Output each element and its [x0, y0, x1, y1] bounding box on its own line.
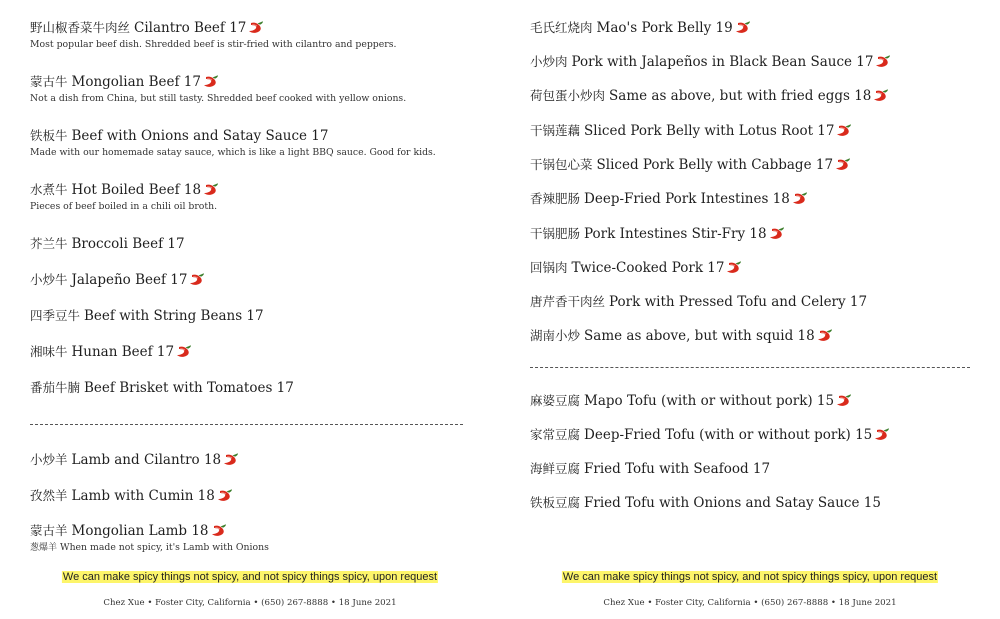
menu-item [530, 19, 753, 37]
section-divider [30, 424, 463, 425]
dish-name: Same as above, but with squid 18 [584, 328, 815, 344]
menu-item [530, 122, 854, 140]
dish-chinese-name: 香辣肥肠 [530, 191, 581, 206]
contact-line: Chez Xue • Foster City, California • (650) 267-8888 • 18 June 2021 [103, 598, 397, 608]
dish-name: Same as above, but with fried eggs 18 [609, 88, 872, 104]
contact-line: Chez Xue • Foster City, California • (650) 267-8888 • 18 June 2021 [603, 598, 897, 608]
chili-pepper-icon [726, 260, 744, 274]
dish-name: Mao's Pork Belly 19 [596, 20, 733, 36]
chili-pepper-icon [875, 54, 893, 68]
dish-description: Not a dish from China, but still tasty. Shredded beef cooked with yellow onions. [30, 93, 407, 104]
dish-name: Hot Boiled Beef 18 [71, 182, 202, 198]
dish-name: Beef with Onions and Satay Sauce 17 [71, 128, 329, 144]
dish-description: Made with our homemade satay sauce, which is like a light BBQ sauce. Good for kids. [30, 147, 436, 158]
menu-item [530, 156, 853, 174]
menu-item [30, 343, 194, 361]
menu-item [530, 327, 835, 345]
menu-item [530, 225, 787, 243]
chili-pepper-icon [176, 344, 194, 358]
dish-chinese-name: 小炒羊 [30, 452, 68, 467]
dish-description-chinese: 葱爆羊 [30, 543, 58, 553]
dish-name: Deep-Fried Tofu (with or without pork) 15 [584, 427, 873, 443]
menu-item [530, 190, 810, 208]
dish-name: Lamb and Cilantro 18 [71, 452, 222, 468]
dish-chinese-name: 毛氏红烧肉 [530, 20, 593, 35]
dish-chinese-name: 干锅莲藕 [530, 123, 581, 138]
chili-pepper-icon [211, 523, 229, 537]
dish-name: Deep-Fried Pork Intestines 18 [584, 191, 790, 207]
dish-description: Pieces of beef boiled in a chili oil broth. [30, 201, 218, 212]
dish-name: Mongolian Beef 17 [71, 74, 201, 90]
dish-name: Mapo Tofu (with or without pork) 15 [584, 393, 835, 409]
dish-chinese-name: 小炒肉 [530, 54, 568, 69]
dish-chinese-name: 湖南小炒 [530, 328, 581, 343]
chili-pepper-icon [217, 488, 235, 502]
dish-chinese-name: 水煮牛 [30, 182, 68, 197]
chili-pepper-icon [248, 20, 266, 34]
dish-chinese-name: 芥兰牛 [30, 236, 68, 251]
menu-item [30, 307, 264, 325]
dish-chinese-name: 荷包蛋小炒肉 [530, 88, 606, 103]
menu-item [30, 235, 185, 253]
dish-name: Fried Tofu with Seafood 17 [584, 461, 771, 477]
menu-item [530, 53, 893, 71]
menu-item [30, 181, 221, 213]
menu-item [530, 426, 892, 444]
dish-description: Most popular beef dish. Shredded beef is stir-fried with cilantro and peppers. [30, 39, 397, 50]
chili-pepper-icon [203, 74, 221, 88]
dish-chinese-name: 湘味牛 [30, 344, 68, 359]
dish-chinese-name: 蒙古羊 [30, 523, 68, 538]
chili-pepper-icon [836, 393, 854, 407]
menu-item [30, 19, 396, 51]
menu-item [530, 392, 854, 410]
spice-notice: We can make spicy things not spicy, and not spicy things spicy, upon request [62, 571, 438, 583]
chili-pepper-icon [817, 328, 835, 342]
dish-chinese-name: 家常豆腐 [530, 427, 581, 442]
dish-chinese-name: 小炒牛 [30, 272, 68, 287]
dish-name: Sliced Pork Belly with Cabbage 17 [596, 157, 834, 173]
dish-description: When made not spicy, it's Lamb with Onions [60, 542, 269, 553]
menu-item [530, 259, 744, 277]
dish-chinese-name: 番茄牛腩 [30, 380, 81, 395]
chili-pepper-icon [769, 226, 787, 240]
dish-name: Lamb with Cumin 18 [71, 488, 215, 504]
menu-item [530, 460, 770, 478]
menu-item [30, 271, 207, 289]
chili-pepper-icon [189, 272, 207, 286]
chili-pepper-icon [223, 452, 241, 466]
spice-notice: We can make spicy things not spicy, and not spicy things spicy, upon request [562, 571, 938, 583]
chili-pepper-icon [835, 157, 853, 171]
menu-item [530, 494, 881, 512]
menu-item [30, 73, 406, 105]
dish-name: Mongolian Lamb 18 [71, 523, 209, 539]
section-divider [530, 367, 970, 368]
dish-chinese-name: 野山椒香菜牛肉丝 [30, 20, 131, 35]
dish-name: Sliced Pork Belly with Lotus Root 17 [584, 123, 835, 139]
menu-item [30, 522, 269, 554]
chili-pepper-icon [203, 182, 221, 196]
dish-name: Broccoli Beef 17 [71, 236, 185, 252]
dish-chinese-name: 回锅肉 [530, 260, 568, 275]
dish-name: Cilantro Beef 17 [134, 20, 247, 36]
dish-name: Pork Intestines Stir-Fry 18 [584, 226, 767, 242]
dish-chinese-name: 孜然羊 [30, 488, 68, 503]
dish-chinese-name: 麻婆豆腐 [530, 393, 581, 408]
dish-chinese-name: 铁板豆腐 [530, 495, 581, 510]
dish-name: Pork with Jalapeños in Black Bean Sauce 17 [571, 54, 874, 70]
dish-name: Jalapeño Beef 17 [71, 272, 188, 288]
dish-name: Beef with String Beans 17 [84, 308, 264, 324]
dish-chinese-name: 干锅包心菜 [530, 157, 593, 172]
dish-chinese-name: 唐芹香干肉丝 [530, 294, 606, 309]
chili-pepper-icon [873, 88, 891, 102]
menu-item [30, 127, 436, 159]
dish-name: Pork with Pressed Tofu and Celery 17 [609, 294, 868, 310]
dish-chinese-name: 蒙古牛 [30, 74, 68, 89]
dish-name: Beef Brisket with Tomatoes 17 [84, 380, 294, 396]
chili-pepper-icon [874, 427, 892, 441]
menu-item [530, 293, 867, 311]
chili-pepper-icon [836, 123, 854, 137]
dish-chinese-name: 铁板牛 [30, 128, 68, 143]
menu-item [30, 451, 241, 469]
dish-chinese-name: 四季豆牛 [30, 308, 81, 323]
dish-name: Fried Tofu with Onions and Satay Sauce 15 [584, 495, 881, 511]
menu-item [30, 379, 294, 397]
dish-chinese-name: 海鲜豆腐 [530, 461, 581, 476]
chili-pepper-icon [735, 20, 753, 34]
menu-item [30, 487, 235, 505]
menu-item [530, 87, 891, 105]
chili-pepper-icon [792, 191, 810, 205]
dish-name: Hunan Beef 17 [71, 344, 175, 360]
dish-name: Twice-Cooked Pork 17 [571, 260, 725, 276]
dish-chinese-name: 干锅肥肠 [530, 226, 581, 241]
